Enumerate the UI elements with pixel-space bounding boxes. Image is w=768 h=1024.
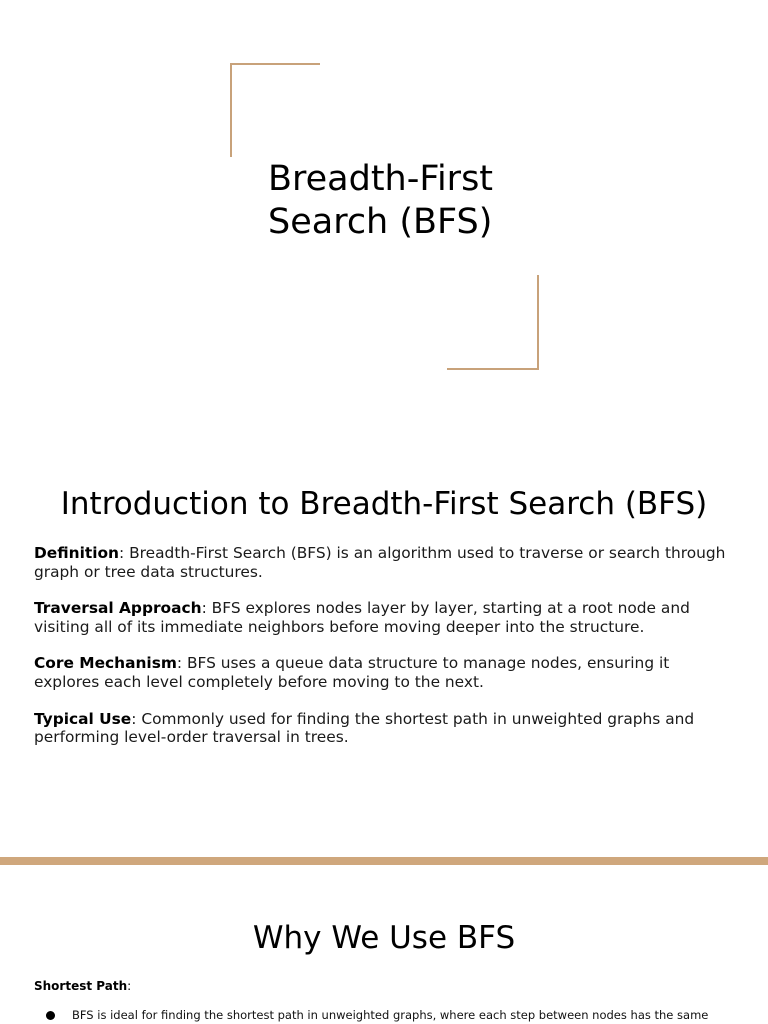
title-line-1: Breadth-First: [268, 159, 494, 199]
intro-slide: [0, 432, 768, 857]
intro-item-text: : Breadth-First Search (BFS) is an algorithm used to traverse or search through graph or tree data structures.: [34, 544, 726, 581]
why-slide: [0, 865, 768, 1024]
corner-frame-bottom-right: [447, 275, 539, 370]
sub-label-colon: :: [127, 979, 132, 993]
intro-item-core-mechanism: [34, 654, 734, 691]
intro-item-text: : Commonly used for finding the shortest path in unweighted graphs and performing level-order traversal in trees.: [34, 709, 695, 747]
corner-frame-top-left: [230, 63, 320, 157]
intro-item-term: Traversal Approach: [34, 599, 202, 618]
intro-heading: Introduction to Breadth-First Search (BFS): [60, 486, 708, 522]
intro-item-traversal-approach: [34, 599, 734, 636]
shortest-path-label: [34, 978, 131, 994]
title-slide: [0, 0, 768, 432]
intro-body: [34, 544, 734, 765]
intro-item-term: Definition: [34, 544, 120, 562]
intro-item-term: Typical Use: [34, 709, 132, 728]
bullet-text: BFS is ideal for finding the shortest path in unweighted graphs, where each step between nodes has the same: [72, 1008, 709, 1022]
bullet-dot-icon: [46, 1011, 55, 1020]
slide-divider-band: [0, 857, 768, 865]
why-heading: Why We Use BFS: [252, 920, 516, 956]
sub-label-text: Shortest Path: [34, 979, 128, 993]
intro-item-term: Core Mechanism: [34, 654, 177, 673]
bullet-item: [46, 1007, 746, 1023]
title-line-2: Search (BFS): [268, 202, 493, 242]
intro-item-text: : BFS uses a queue data structure to manage nodes, ensuring it explores each level completely before moving to the next.: [34, 654, 670, 691]
presentation-title: [268, 158, 568, 244]
intro-item-text: : BFS explores nodes layer by layer, starting at a root node and visiting all of its immediate neighbors before moving deeper into the structure.: [34, 599, 690, 636]
intro-item-definition: [34, 544, 734, 581]
intro-item-typical-use: [34, 710, 734, 747]
